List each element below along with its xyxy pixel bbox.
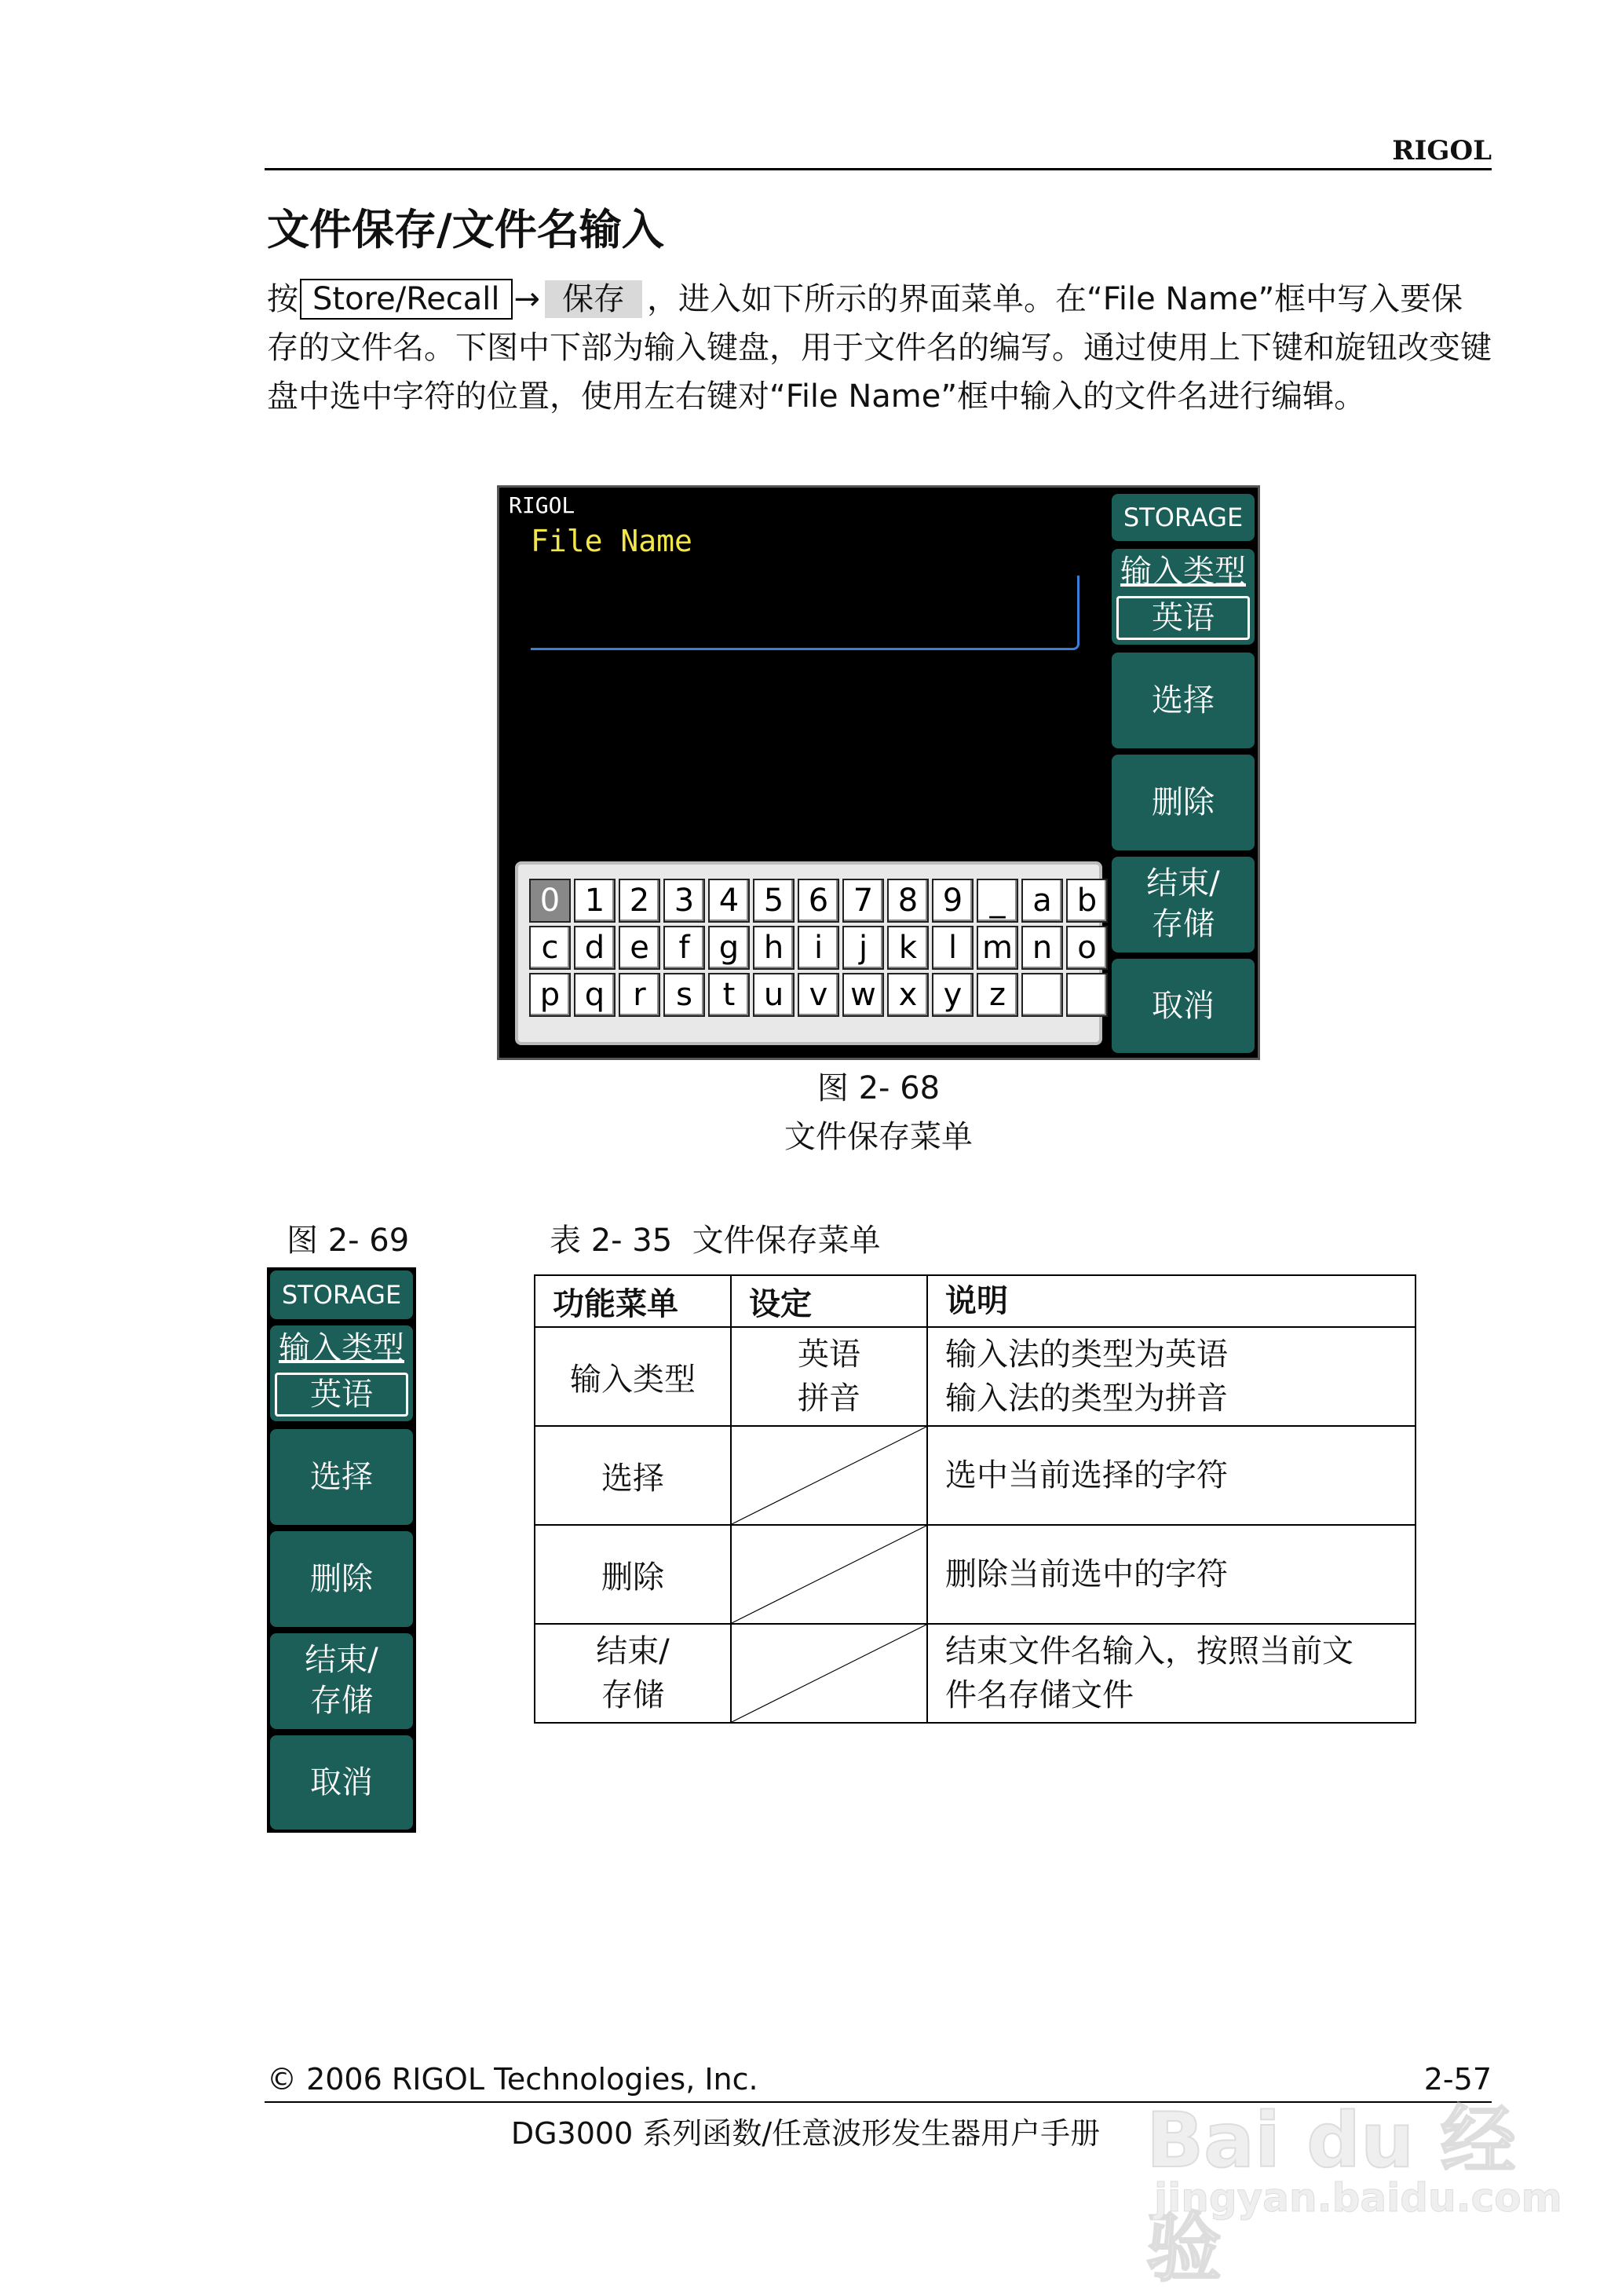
select-button: 选择 — [270, 1429, 413, 1525]
file-name-input — [531, 576, 1079, 650]
watermark-url: jingyan.baidu.com — [1154, 2175, 1562, 2221]
store-recall-key: Store/Recall — [300, 279, 513, 320]
section-title: 文件保存/文件名输入 — [267, 205, 664, 254]
keyboard-key: 0 — [529, 879, 571, 923]
save-softkey: 保存 — [545, 280, 642, 318]
keyboard-key: h — [753, 926, 795, 970]
cell-setting-empty — [731, 1624, 927, 1723]
table-row — [535, 1327, 1416, 1426]
footer-page-number: 2-57 — [1423, 2062, 1492, 2097]
cell-function: 输入类型 — [535, 1327, 731, 1426]
keyboard-key: w — [842, 973, 884, 1017]
footer-manual-title: DG3000 系列函数/任意波形发生器用户手册 — [510, 2116, 1101, 2151]
keyboard-key: y — [932, 973, 974, 1017]
header-description: 说明 — [927, 1275, 1416, 1327]
cell-setting-empty — [731, 1426, 927, 1525]
keyboard-key: d — [574, 926, 616, 970]
arrow-icon: → — [513, 281, 541, 317]
figure2-number: 图 2- 69 — [287, 1223, 410, 1259]
cell-description: 删除当前选中的字符 — [927, 1525, 1416, 1624]
cell-function: 删除 — [535, 1525, 731, 1624]
header-setting: 设定 — [731, 1275, 927, 1327]
keyboard-key: f — [663, 926, 705, 970]
keyboard-key: 2 — [619, 879, 660, 923]
keyboard-key: _ — [977, 879, 1018, 923]
keyboard-key — [1021, 973, 1063, 1017]
keyboard-key: 5 — [753, 879, 795, 923]
on-screen-keyboard — [515, 861, 1102, 1045]
table-caption: 表 2- 35 文件保存菜单 — [550, 1223, 881, 1259]
keyboard-key: b — [1066, 879, 1108, 923]
keyboard-key: r — [619, 973, 660, 1017]
keyboard-key: c — [529, 926, 571, 970]
cell-setting-empty — [731, 1525, 927, 1624]
keyboard-key: 1 — [574, 879, 616, 923]
table-row — [535, 1426, 1416, 1525]
finish-store-button: 结束/ 存储 — [270, 1633, 413, 1729]
cancel-button: 取消 — [1112, 959, 1255, 1053]
header-brand: RIGOL — [1392, 135, 1492, 166]
header-function: 功能菜单 — [535, 1275, 731, 1327]
select-button: 选择 — [1112, 653, 1255, 748]
keyboard-key: 8 — [887, 879, 929, 923]
table-header-row — [535, 1275, 1416, 1327]
keyboard-row — [529, 926, 1108, 970]
storage-menu-figure — [267, 1267, 416, 1833]
keyboard-key: 4 — [708, 879, 750, 923]
keyboard-key: 7 — [842, 879, 884, 923]
delete-button: 删除 — [1112, 755, 1255, 850]
keyboard-key: m — [977, 926, 1018, 970]
input-type-button: 输入类型 英语 — [1112, 549, 1255, 645]
cell-setting: 英语 拼音 — [731, 1327, 927, 1426]
input-type-value: 英语 — [1116, 596, 1250, 640]
menu-header: STORAGE — [1112, 494, 1255, 541]
keyboard-key: x — [887, 973, 929, 1017]
screen-brand: RIGOL — [509, 492, 575, 518]
input-type-value: 英语 — [275, 1373, 408, 1417]
keyboard-key: v — [798, 973, 839, 1017]
generator-screen — [497, 485, 1260, 1060]
input-type-button: 输入类型 英语 — [270, 1325, 413, 1421]
keyboard-key: 3 — [663, 879, 705, 923]
keyboard-key: k — [887, 926, 929, 970]
keyboard-key: g — [708, 926, 750, 970]
keyboard-row — [529, 879, 1108, 923]
table-row — [535, 1525, 1416, 1624]
delete-button: 删除 — [270, 1531, 413, 1627]
intro-text: ，进入如下所示的界面菜单。在“File Name”框中写入要保存的文件名。下图中下部为输入键盘，用于文件名的编写。通过使用上下键和旋钮改变键盘中选中字符的位置，使用左右键对“File Name”框中输入的文件名进行编辑。 — [267, 281, 1492, 415]
footer-copyright: © 2006 RIGOL Technologies, Inc. — [267, 2062, 758, 2097]
keyboard-key: z — [977, 973, 1018, 1017]
keyboard-key: s — [663, 973, 705, 1017]
keyboard-key: i — [798, 926, 839, 970]
cell-description: 选中当前选择的字符 — [927, 1426, 1416, 1525]
baidu-watermark — [1146, 2049, 1562, 2292]
cell-description: 结束文件名输入，按照当前文 件名存储文件 — [927, 1624, 1416, 1723]
file-name-label: File Name — [531, 524, 692, 558]
figure-number: 图 2- 68 — [816, 1070, 941, 1106]
cell-description: 输入法的类型为英语 输入法的类型为拼音 — [927, 1327, 1416, 1426]
keyboard-key — [1066, 973, 1108, 1017]
figure-caption: 文件保存菜单 — [784, 1119, 973, 1155]
keyboard-key: e — [619, 926, 660, 970]
intro-paragraph — [267, 275, 1492, 421]
header-rule — [265, 168, 1492, 170]
keyboard-key: u — [753, 973, 795, 1017]
keyboard-row — [529, 973, 1108, 1017]
softkey-menu — [1112, 494, 1255, 1053]
table-row — [535, 1624, 1416, 1723]
cancel-button: 取消 — [270, 1735, 413, 1830]
watermark-logo: Bai du 经验 — [1146, 2097, 1516, 2292]
keyboard-key: l — [932, 926, 974, 970]
keyboard-key: n — [1021, 926, 1063, 970]
keyboard-key: q — [574, 973, 616, 1017]
keyboard-key: p — [529, 973, 571, 1017]
keyboard-key: a — [1021, 879, 1063, 923]
menu-header: STORAGE — [270, 1270, 413, 1319]
keyboard-key: 6 — [798, 879, 839, 923]
finish-store-button: 结束/ 存储 — [1112, 857, 1255, 952]
cell-function: 结束/ 存储 — [535, 1624, 731, 1723]
keyboard-key: o — [1066, 926, 1108, 970]
storage-menu-table — [534, 1274, 1416, 1724]
cell-function: 选择 — [535, 1426, 731, 1525]
keyboard-key: j — [842, 926, 884, 970]
keyboard-key: 9 — [932, 879, 974, 923]
intro-prefix: 按 — [267, 281, 298, 317]
keyboard-key: t — [708, 973, 750, 1017]
